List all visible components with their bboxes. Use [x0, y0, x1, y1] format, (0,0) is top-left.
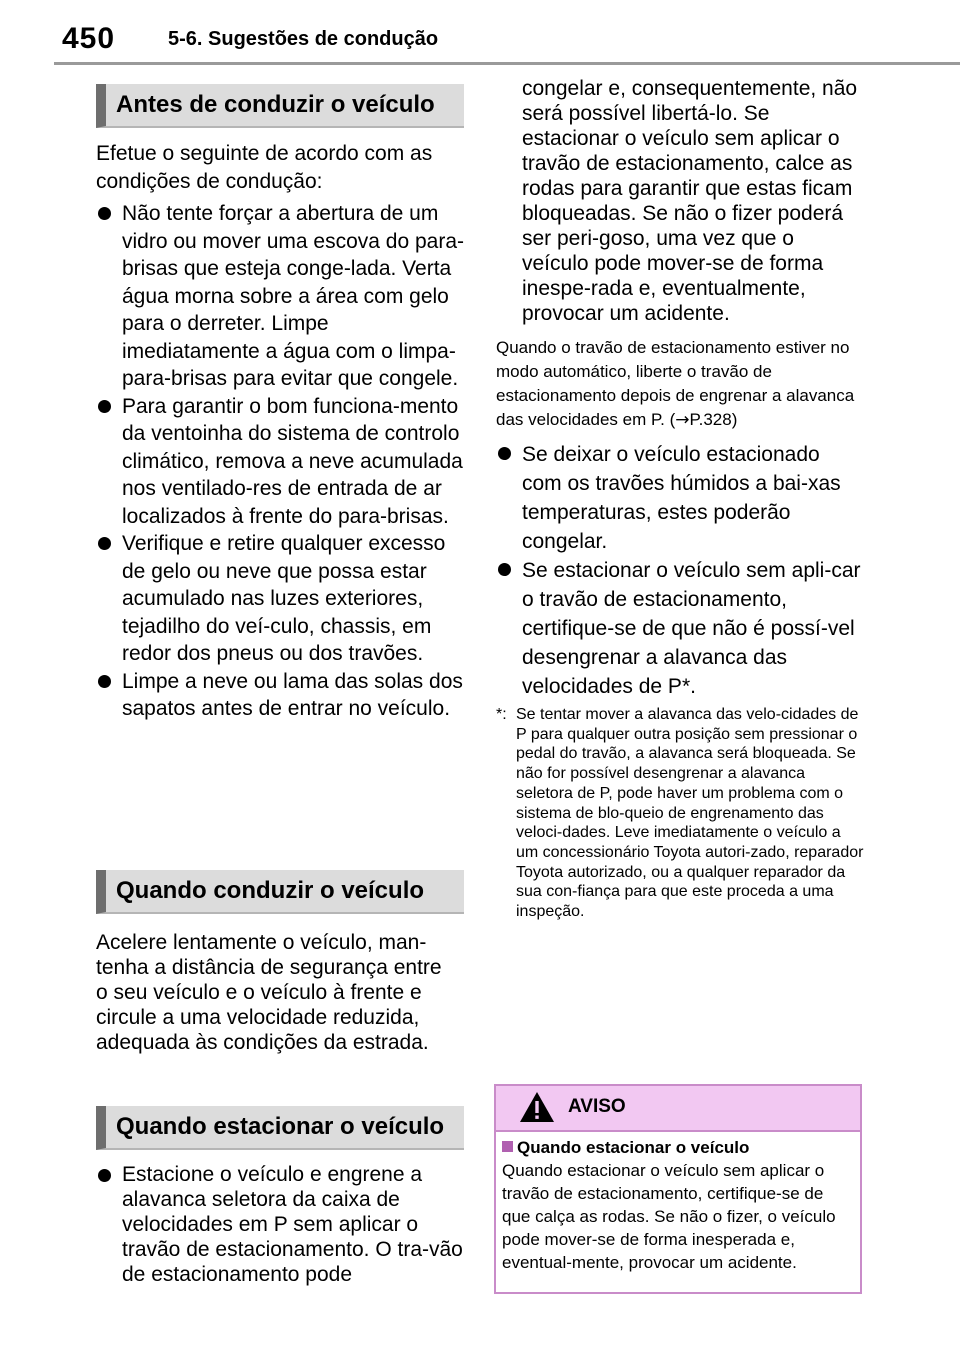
warning-body [496, 1132, 860, 1274]
list-item: Verifique e retire qualquer excesso de gelo ou neve que possa estar acumulado nas luzes exteriores, tejadilho do veí-culo, chassis, em redor dos pneus ou dos travões. [96, 530, 464, 668]
warning-title: AVISO [568, 1096, 626, 1117]
intro-paragraph: Efetue o seguinte de acordo com as condições de condução: [96, 142, 433, 193]
warning-box [494, 1084, 862, 1294]
parking-list [96, 1162, 464, 1287]
footnote: *: Se tentar mover a alavanca das velo-cidades de P para qualquer outra posição sem pressionar o pedal do travão, a alavanca será bloqueada. Se não for possível desengrenar a alavanca seletora de P, pode haver um problema com o sistema de blo-queio de engrenamento das veloci-dades. Leve imediatamente o veículo a um concessionário Toyota autori-zado, reparador Toyota autorizado, ou a qualquer reparador da sua con-fiança para que este proceda a uma inspeção. [496, 706, 864, 921]
right-column [496, 76, 864, 922]
parking-brake-note: Quando o travão de estacionamento estiver no modo automático, liberte o travão de estacionamento depois de engrenar a alavanca das velocidades em P. (→P.328) [496, 338, 855, 430]
header-divider [54, 62, 960, 65]
bullet-icon [98, 400, 111, 413]
bullet-icon [98, 207, 111, 220]
bullet-icon [498, 563, 511, 576]
left-column [96, 84, 464, 1286]
warning-icon [518, 1090, 556, 1124]
parking-tips-list [496, 440, 864, 701]
list-item: Para garantir o bom funciona-mento da ventoinha do sistema de controlo climático, remova a neve acumulada nos ventilado-res de entrada de ar localizados à frente do para-brisas. [96, 393, 464, 531]
bullet-icon [98, 537, 111, 550]
before-driving-list [96, 200, 464, 723]
heading-before-driving: Antes de conduzir o veículo [96, 84, 464, 128]
list-item: Não tente forçar a abertura de um vidro ou mover uma escova do para-brisas que esteja conge-lada. Verta água morna sobre a área com gelo para o derreter. Limpe imediatamente a água com o limpa-para-brisas para evitar que congele. [96, 200, 464, 393]
parking-continued: congelar e, consequentemente, não será possível libertá-lo. Se estacionar o veículo sem aplicar o travão de estacionamento, calce as rodas para garantir que estas ficam bloqueadas. Se não o fizer poderá ser peri-goso, uma vez que o veículo pode mover-se de forma inespe-rada e, eventualmente, provocar um acidente. [522, 77, 858, 325]
heading-parking: Quando estacionar o veículo [96, 1106, 464, 1150]
square-bullet-icon [502, 1141, 513, 1152]
page-reference[interactable]: P.328) [689, 410, 738, 429]
bullet-icon [98, 1169, 111, 1182]
list-item: Se deixar o veículo estacionado com os travões húmidos a bai-xas temperaturas, estes poderão congelar. [496, 440, 864, 556]
bullet-icon [498, 447, 511, 460]
section-title: 5-6. Sugestões de condução [168, 28, 439, 50]
list-item: Estacione o veículo e engrene a alavanca seletora da caixa de velocidades em P sem aplicar o travão de estacionamento. O tra-vão de estacionamento pode [96, 1162, 464, 1287]
bullet-icon [98, 675, 111, 688]
driving-paragraph: Acelere lentamente o veículo, man-tenha a distância de segurança entre o seu veículo e o veículo à frente e circule a uma velocidade reduzida, adequada às condições da estrada. [96, 931, 442, 1054]
arrow-right-icon: → [675, 410, 690, 430]
warning-text: Quando estacionar o veículo sem aplicar o travão de estacionamento, certifique-se de que calça as rodas. Se não o fizer, o veículo pode mover-se de forma inesperada e, eventual-mente, provocar um acidente. [502, 1161, 836, 1272]
warning-subtitle: Quando estacionar o veículo [502, 1136, 854, 1159]
list-item: Limpe a neve ou lama das solas dos sapatos antes de entrar no veículo. [96, 668, 464, 723]
page-header [0, 0, 960, 70]
warning-header [496, 1086, 860, 1132]
list-item: Se estacionar o veículo sem apli-car o travão de estacionamento, certifique-se de que não é possí-vel desengrenar a alavanca das velocidades de P*. [496, 556, 864, 701]
footnote-mark: *: [496, 706, 507, 723]
page-number: 450 [62, 22, 116, 55]
heading-while-driving: Quando conduzir o veículo [96, 870, 464, 914]
